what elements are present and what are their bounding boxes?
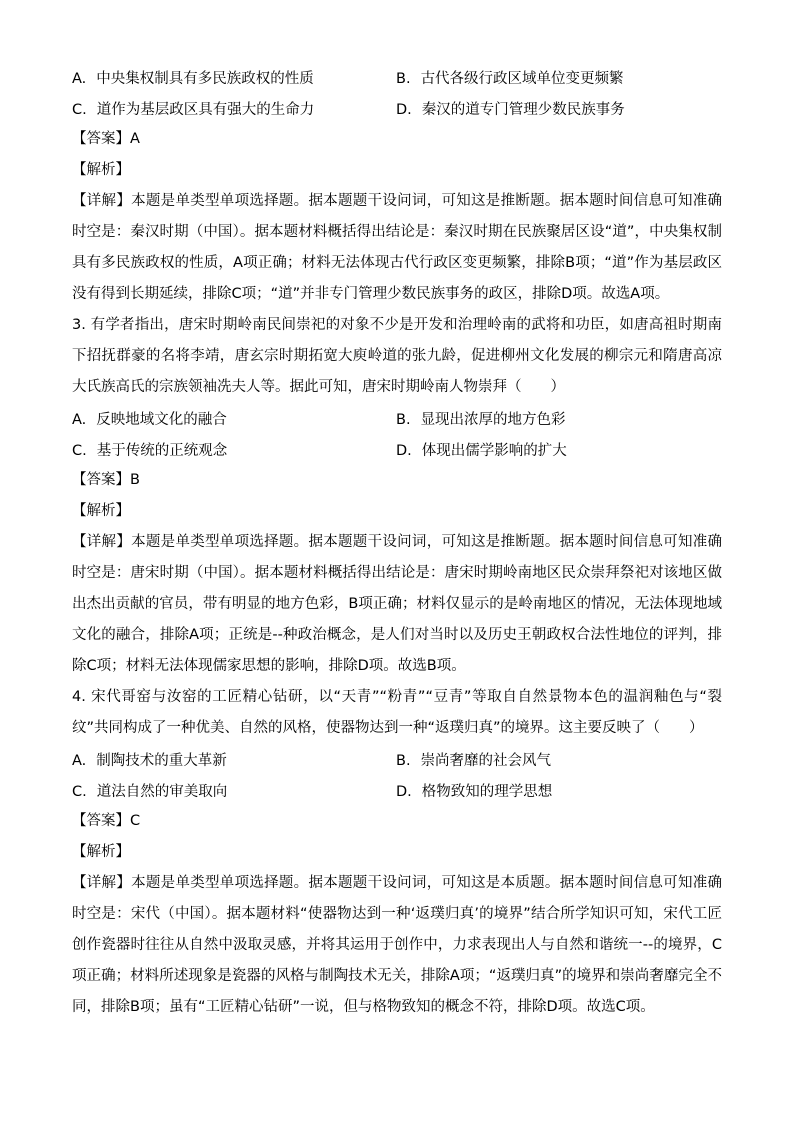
q3-stem: 3. 有学者指出，唐宋时期岭南民间崇祀的对象不少是开发和治理岭南的武将和功臣，如唐高祖时期南下招抚群豪的名将李靖，唐玄宗时期拓宽大庾岭道的张九龄，促进柳州文化发展的柳宗元和隋唐高凉大氏族高氏的宗族领袖冼夫人等。据此可知，唐宋时期岭南人物崇拜（ ）: [72, 317, 722, 395]
q4-option-d: D. 格物致知的理学思想: [396, 784, 553, 800]
q2-analysis-label: 【解析】: [72, 162, 130, 178]
q4-analysis-label: 【解析】: [72, 844, 130, 860]
q4-option-a: A. 制陶技术的重大革新: [72, 753, 227, 769]
q2-option-c: C. 道作为基层政区具有强大的生命力: [72, 102, 315, 118]
q2-option-a: A. 中央集权制具有多民族政权的性质: [72, 71, 314, 87]
q2-options-row-2: [72, 93, 722, 124]
q4-options-row-2: [72, 775, 722, 806]
q3-options-row-1: [72, 403, 722, 434]
q3-option-a: A. 反映地域文化的融合: [72, 412, 227, 428]
q3-option-b: B. 显现出浓厚的地方色彩: [396, 412, 566, 428]
document-page: [72, 62, 722, 1023]
q2-options-row-1: [72, 62, 722, 93]
q3-answer: 【答案】B: [72, 472, 140, 488]
q4-stem: 4. 宋代哥窑与汝窑的工匠精心钻研，以“天青”“粉青”“豆青”等取自自然景物本色的温润釉色与“裂纹”共同构成了一种优美、自然的风格，使器物达到一种“返璞归真”的境界。这主要反映了（ ）: [72, 689, 722, 736]
q4-options-row-1: [72, 744, 722, 775]
q2-detail: 【详解】本题是单类型单项选择题。据本题题干设问词，可知这是推断题。据本题时间信息可知准确时空是：秦汉时期（中国）。据本题材料概括得出结论是：秦汉时期在民族聚居区设“道”，中央集权制具有多民族政权的性质，A项正确；材料无法体现古代行政区变更频繁，排除B项；“道”作为基层政区没有得到长期延续，排除C项；“道”并非专门管理少数民族事务的政区，排除D项。故选A项。: [72, 193, 722, 302]
q4-option-b: B. 崇尚奢靡的社会风气: [396, 753, 552, 769]
q3-option-d: D. 体现出儒学影响的扩大: [396, 443, 567, 459]
q2-option-b: B. 古代各级行政区域单位变更频繁: [396, 71, 624, 87]
q3-analysis-label: 【解析】: [72, 503, 130, 519]
q4-answer: 【答案】C: [72, 813, 141, 829]
q4-option-c: C. 道法自然的审美取向: [72, 784, 228, 800]
q3-options-row-2: [72, 434, 722, 465]
q3-option-c: C. 基于传统的正统观念: [72, 443, 228, 459]
q3-detail: 【详解】本题是单类型单项选择题。据本题题干设问词，可知这是推断题。据本题时间信息可知准确时空是：唐宋时期（中国）。据本题材料概括得出结论是：唐宋时期岭南地区民众崇拜祭祀对该地区做出杰出贡献的官员，带有明显的地方色彩，B项正确；材料仅显示的是岭南地区的情况，无法体现地域文化的融合，排除A项；正统是--种政治概念，是人们对当时以及历史王朝政权合法性地位的评判，排除C项；材料无法体现儒家思想的影响，排除D项。故选B项。: [72, 534, 722, 674]
q2-answer: 【答案】A: [72, 131, 140, 147]
q4-detail: 【详解】本题是单类型单项选择题。据本题题干设问词，可知这是本质题。据本题时间信息可知准确时空是：宋代（中国）。据本题材料“使器物达到一种‘返璞归真’的境界”结合所学知识可知，宋代工匠创作瓷器时往往从自然中汲取灵感，并将其运用于创作中，力求表现出人与自然和谐统一--的境界，C项正确；材料所述现象是瓷器的风格与制陶技术无关，排除A项；“返璞归真”的境界和崇尚奢靡完全不同，排除B项；虽有“工匠精心钻研”一说，但与格物致知的概念不符，排除D项。故选C项。: [72, 875, 722, 1015]
q2-option-d: D. 秦汉的道专门管理少数民族事务: [396, 102, 625, 118]
